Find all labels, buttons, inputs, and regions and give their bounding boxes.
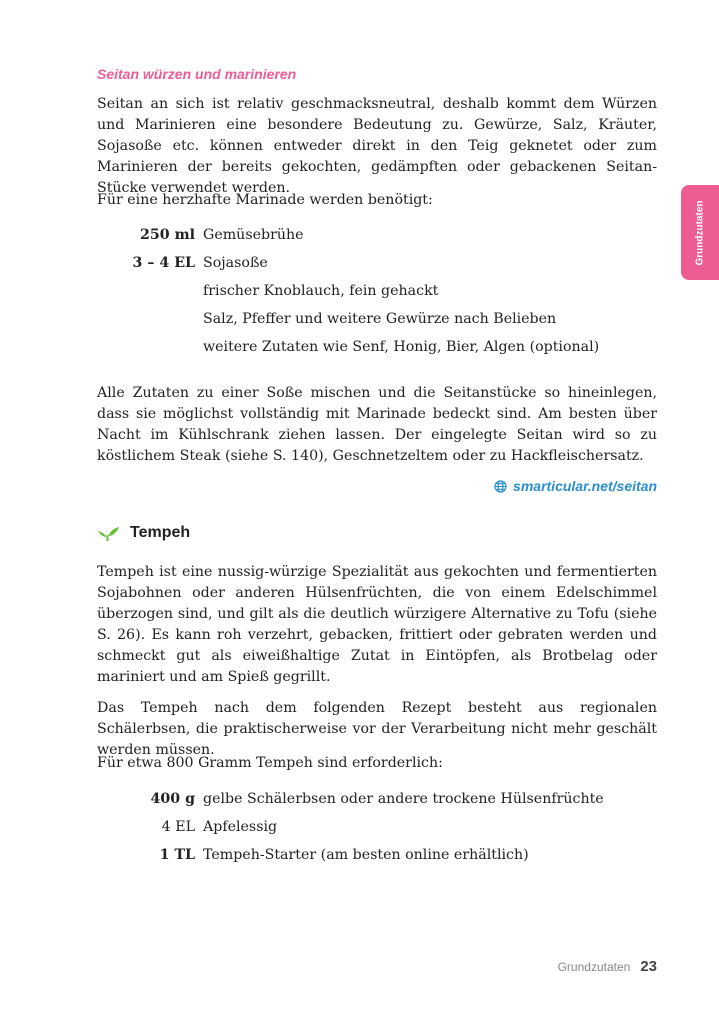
globe-icon [494, 480, 507, 493]
tempeh-intro: Für etwa 800 Gramm Tempeh sind erforderlich: [97, 755, 443, 771]
ingredient-name: gelbe Schälerbsen oder andere trockene Hülsenfrüchte [203, 791, 604, 807]
ingredient-row [97, 845, 657, 866]
ingredient-name: Tempeh-Starter (am besten online erhältlich) [203, 847, 529, 863]
sprout-icon [96, 524, 120, 542]
section-title: Seitan würzen und marinieren [97, 66, 297, 82]
ingredient-row [97, 253, 657, 274]
ingredient-name: Sojasoße [203, 255, 268, 271]
link-text[interactable]: smarticular.net/seitan [513, 478, 657, 494]
ingredient-name: Salz, Pfeffer und weitere Gewürze nach Belieben [203, 311, 557, 327]
chapter-side-tab[interactable] [681, 185, 719, 280]
ingredient-row [97, 817, 657, 838]
side-tab-label: Grundzutaten [694, 200, 706, 265]
ingredient-amount: 4 EL [161, 819, 195, 835]
ingredient-name: Apfelessig [203, 819, 278, 835]
ingredient-amount: 1 TL [159, 847, 195, 863]
seitan-intro-paragraph: Seitan an sich ist relativ geschmacksneutral, deshalb kommt dem Würzen und Marinieren eine besondere Bedeutung zu. Gewürze, Salz, Kräuter, Sojasoße etc. können entweder direkt in den Teig geknetet oder zum Marinieren der bereits gekochten, gedämpften oder gebackenen Seitan-Stücke verwendet werden. [97, 96, 657, 196]
ingredient-row [97, 281, 657, 302]
ingredient-row [97, 337, 657, 358]
ingredient-row [97, 225, 657, 246]
ingredient-name: frischer Knoblauch, fein gehackt [203, 283, 439, 299]
tempeh-description-paragraph: Tempeh ist eine nussig-würzige Spezialität aus gekochten und fermentierten Sojabohnen oder anderen Hülsenfrüchten, die von einem Edelschimmel überzogen sind, und gilt als die deutlich würzigere Alternative zu Tofu (siehe S. 26). Es kann roh verzehrt, gebacken, frittiert oder gebraten werden und schmeckt gut als eiweißhaltige Zutat in Eintöpfen, als Brotbelag oder mariniert und am Spieß gegrillt. [97, 564, 657, 685]
footer-section-name: Grundzutaten [557, 960, 631, 974]
page-footer [558, 958, 657, 975]
ingredient-row [97, 309, 657, 330]
ingredient-amount: 3 – 4 EL [132, 255, 195, 271]
tempeh-recipe-paragraph: Das Tempeh nach dem folgenden Rezept besteht aus regionalen Schälerbsen, die praktischerweise vor der Verarbeitung nicht mehr geschält werden müssen. [97, 700, 657, 758]
ingredient-amount: 400 g [150, 791, 195, 807]
ingredient-amount: 250 ml [140, 227, 195, 243]
smarticular-link[interactable] [494, 478, 657, 494]
ingredient-row [97, 789, 657, 810]
marinade-instructions-paragraph: Alle Zutaten zu einer Soße mischen und die Seitanstücke so hineinlegen, dass sie möglichst vollständig mit Marinade bedeckt sind. Am besten über Nacht im Kühlschrank ziehen lassen. Der eingelegte Seitan wird so zu köstlichem Steak (siehe S. 140), Geschnetzeltem oder zu Hackfleischersatz. [97, 385, 657, 464]
ingredient-name: Gemüsebrühe [203, 227, 304, 243]
page-number: 23 [640, 958, 657, 975]
tempeh-heading-text: Tempeh [130, 524, 191, 541]
ingredient-name: weitere Zutaten wie Senf, Honig, Bier, Algen (optional) [203, 339, 600, 355]
tempeh-heading [96, 524, 190, 542]
marinade-intro: Für eine herzhafte Marinade werden benötigt: [97, 192, 433, 208]
